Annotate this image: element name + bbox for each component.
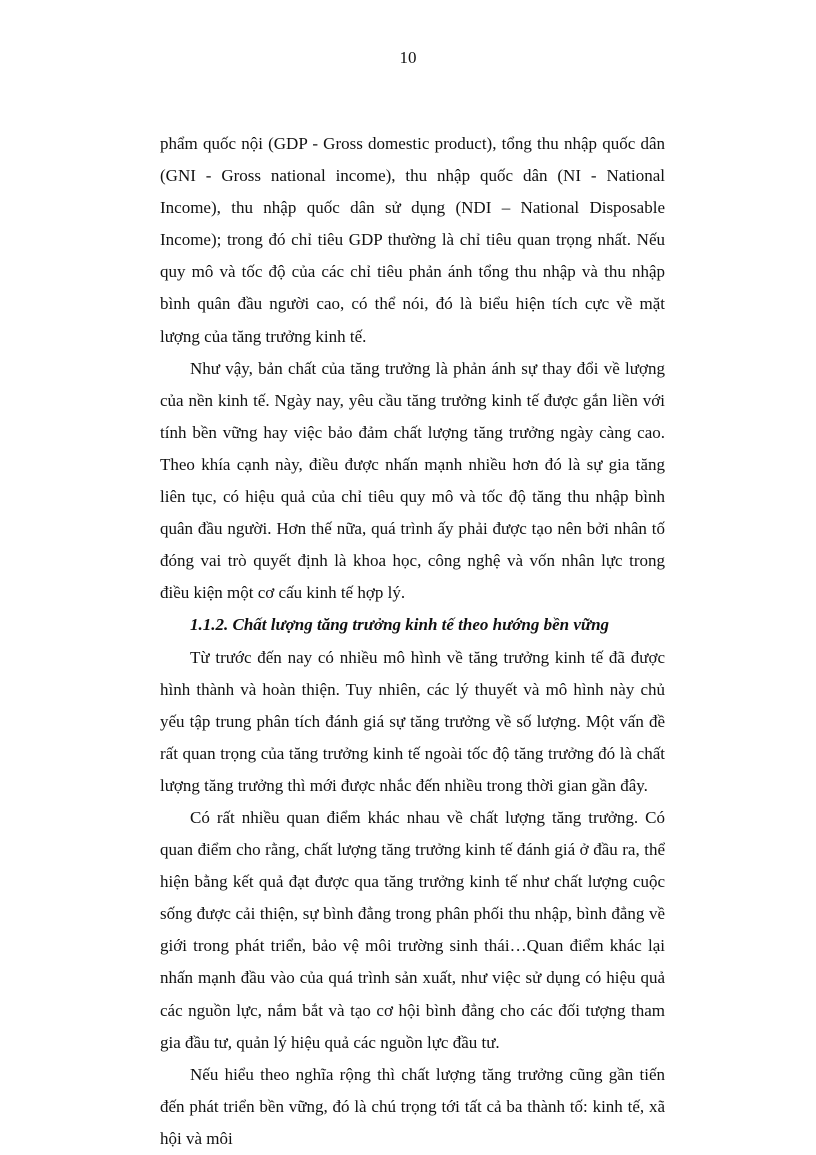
section-heading: 1.1.2. Chất lượng tăng trưởng kinh tế theo hướng bền vững [190, 615, 610, 635]
paragraph-sustainable-development: Nếu hiểu theo nghĩa rộng thì chất lượng tăng trưởng cũng gần tiến đến phát triển bền vững, đó là chú trọng tới tất cả ba thành tố: kinh tế, xã hội và môi [160, 1064, 665, 1148]
document-body [160, 128, 665, 1155]
paragraph-growth-models: Từ trước đến nay có nhiều mô hình về tăng trưởng kinh tế đã được hình thành và hoàn thiện. Tuy nhiên, các lý thuyết và mô hình này chủ yếu tập trung phân tích đánh giá sự tăng trưởng về số lượng. Một vấn đề rất quan trọng của tăng trưởng kinh tế ngoài tốc độ tăng trưởng đó là chất lượng tăng trưởng thì mới được nhắc đến nhiều trong thời gian gần đây. [160, 647, 665, 795]
paragraph-gdp-indicators: phẩm quốc nội (GDP - Gross domestic product), tổng thu nhập quốc dân (GNI - Gross national income), thu nhập quốc dân (NI - National Income), thu nhập quốc dân sử dụng (NDI – National Disposable Income); trong đó chỉ tiêu GDP thường là chỉ tiêu quan trọng nhất. Nếu quy mô và tốc độ của các chỉ tiêu phản ánh tổng thu nhập và thu nhập bình quân đầu người cao, có thể nói, đó là biểu hiện tích cực về mặt lượng của tăng trưởng kinh tế. [160, 134, 665, 346]
page-number: 10 [399, 48, 417, 67]
paragraph-growth-essence: Như vậy, bản chất của tăng trưởng là phản ánh sự thay đổi về lượng của nền kinh tế. Ngày nay, yêu cầu tăng trưởng kinh tế được gắn liền với tính bền vững hay việc bảo đảm chất lượng tăng trưởng ngày càng cao. Theo khía cạnh này, điều được nhấn mạnh nhiều hơn đó là sự gia tăng liên tục, có hiệu quả của chỉ tiêu quy mô và tốc độ tăng thu nhập bình quân đầu người. Hơn thế nữa, quá trình ấy phải được tạo nên bởi nhân tố đóng vai trò quyết định là khoa học, công nghệ và vốn nhân lực trong điều kiện một cơ cấu kinh tế hợp lý. [160, 358, 665, 603]
paragraph-growth-quality-views: Có rất nhiều quan điểm khác nhau về chất lượng tăng trưởng. Có quan điểm cho rằng, chất lượng tăng trưởng kinh tế đánh giá ở đầu ra, thể hiện bằng kết quả đạt được qua tăng trưởng kinh tế như chất lượng cuộc sống được cải thiện, sự bình đẳng trong phân phối thu nhập, bình đẳng về giới trong phát triển, bảo vệ môi trường sinh thái…Quan điểm khác lại nhấn mạnh đầu vào của quá trình sản xuất, như việc sử dụng có hiệu quả các nguồn lực, nắm bắt và tạo cơ hội bình đẳng cho các đối tượng tham gia đầu tư, quản lý hiệu quả các nguồn lực đầu tư. [160, 807, 665, 1052]
